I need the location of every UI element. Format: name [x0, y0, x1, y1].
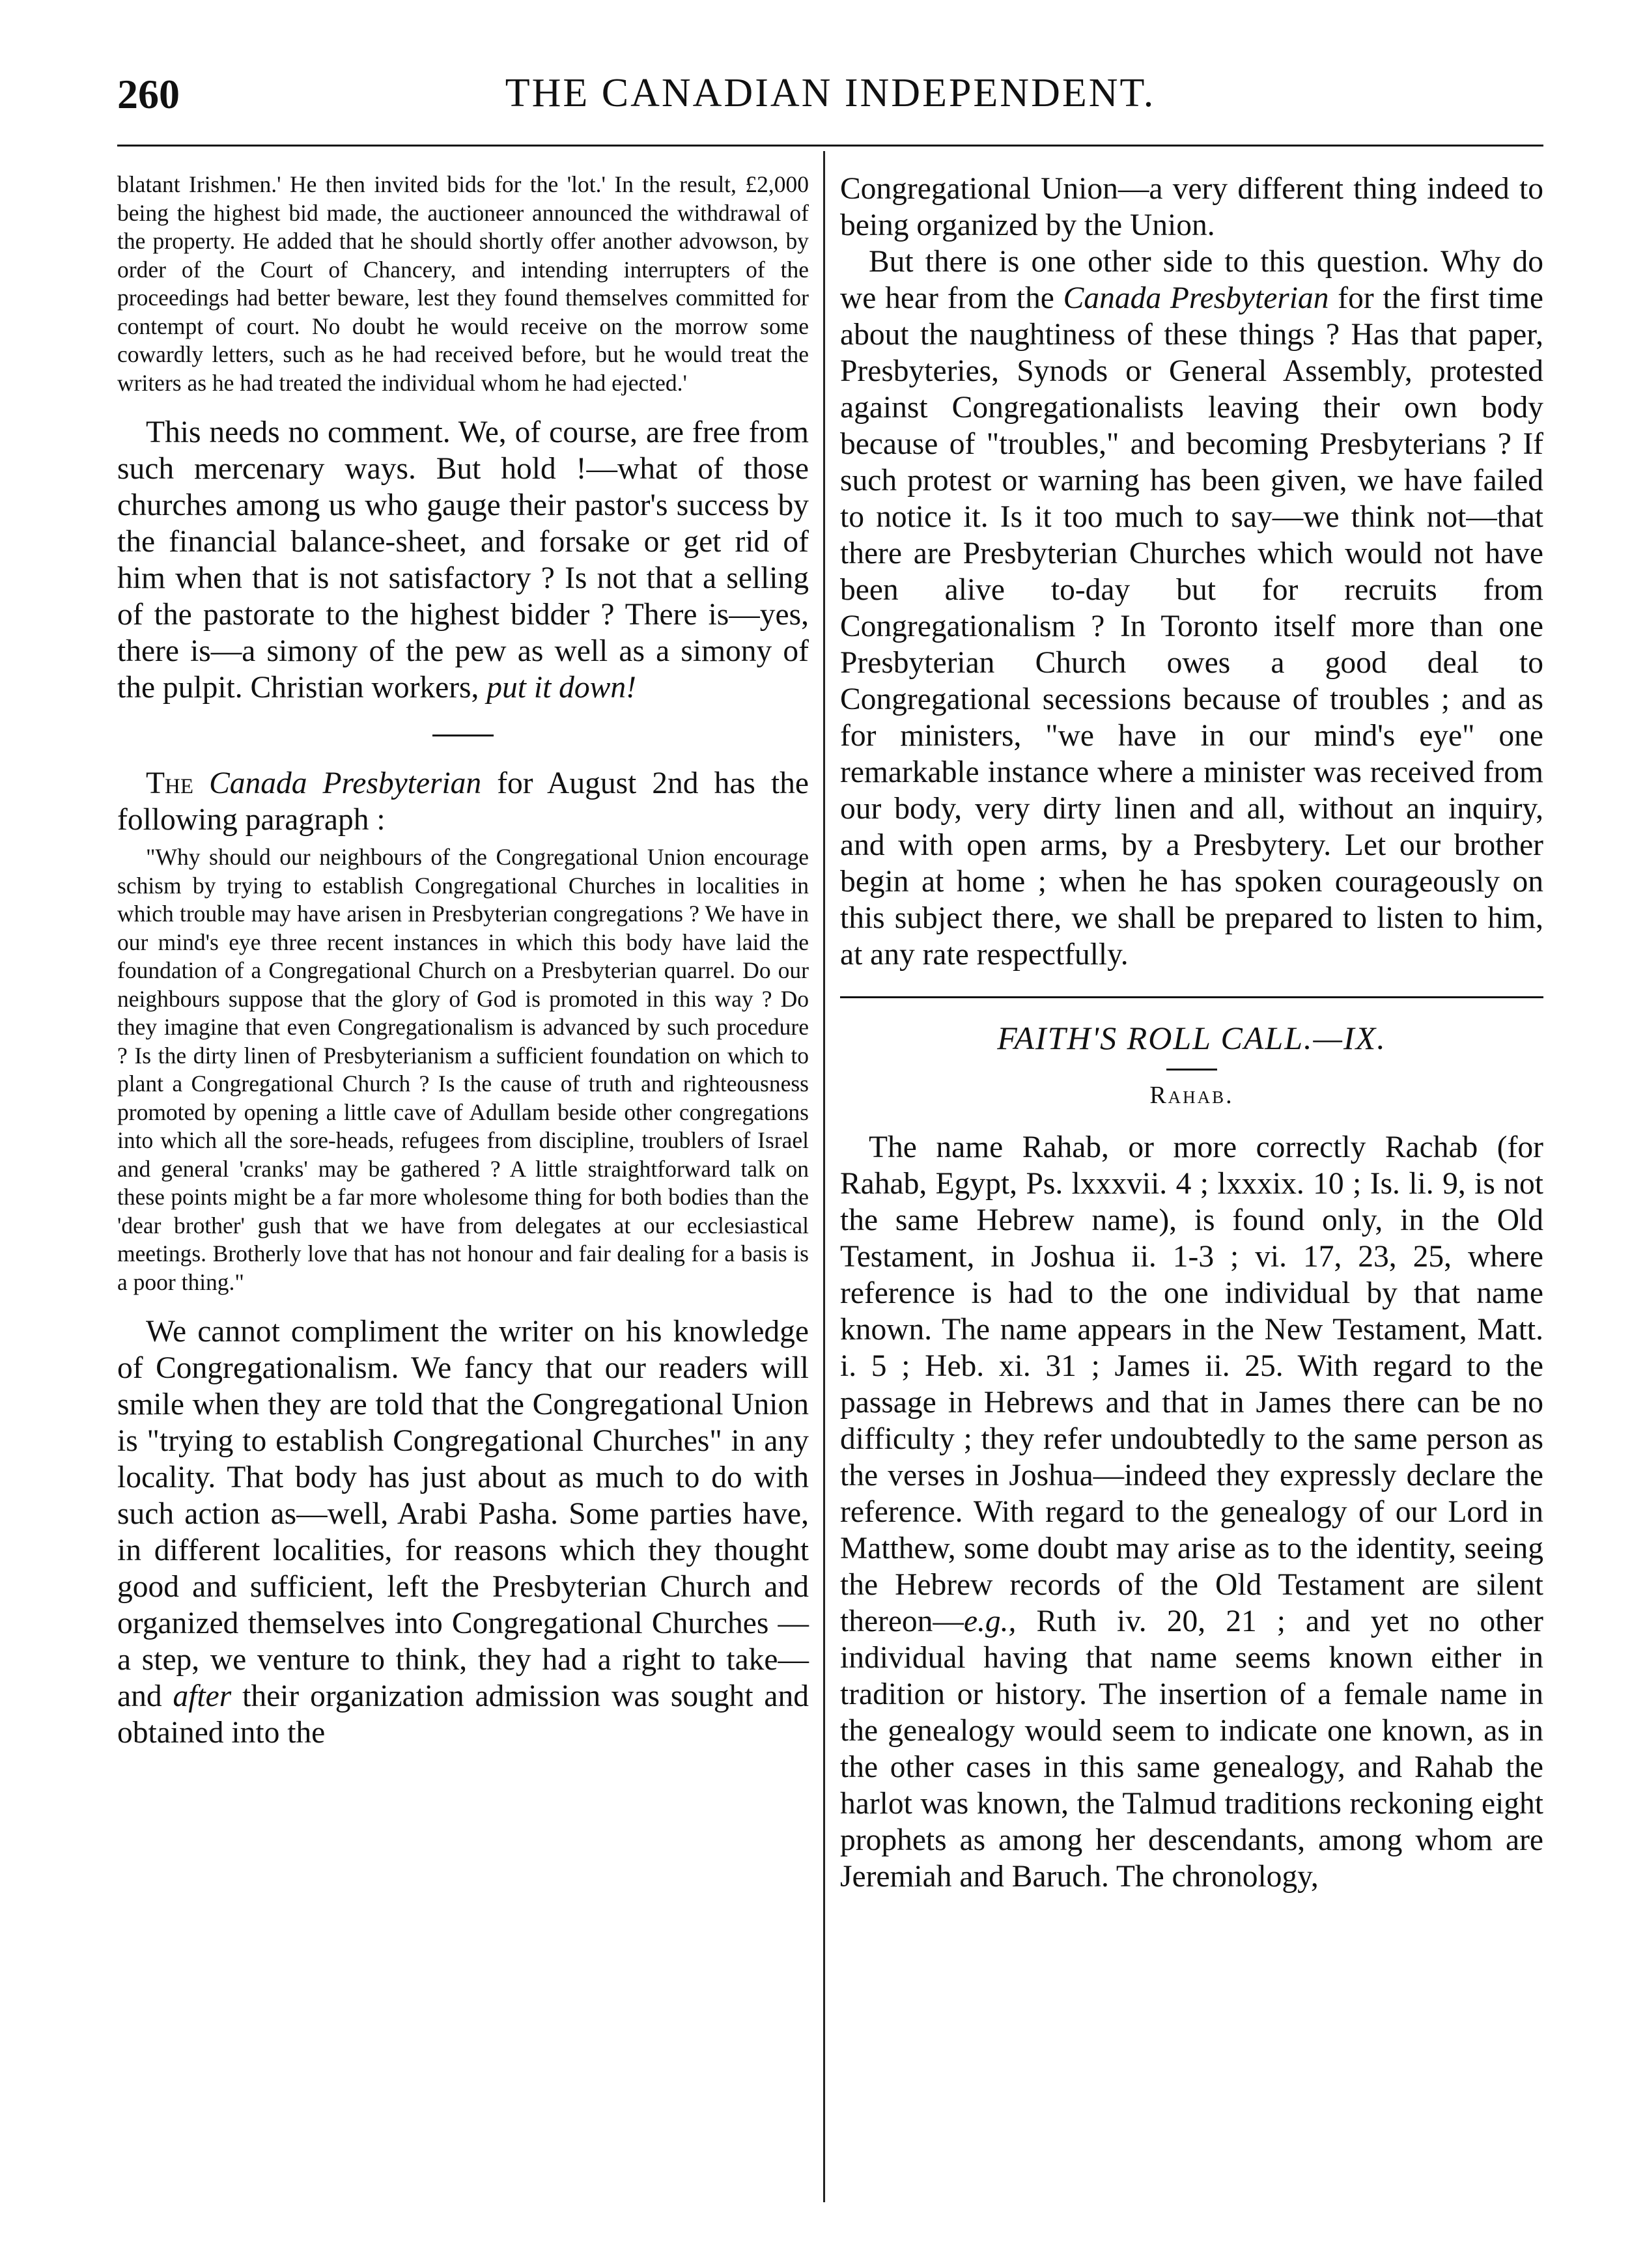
page-header — [117, 70, 1543, 129]
right-column — [840, 171, 1543, 1895]
compliment-paragraph — [117, 1313, 809, 1751]
intro-rest: for August 2nd has the following paragraph : — [117, 766, 809, 837]
other-side-b: for the first time about the naughtiness of these things ? Has that paper, Presbyteries, Synods or General Assembly, protested against Congregationalists leaving their own body because of "troubles," and becoming Presbyterians ? If such protest or warning has been given, we have failed to notice it. Is it too much to say—we think not—that there are Presbyterian Churches which would not have been alive to-day but for recruits from Congregationalism ? In Toronto itself more than one Presbyterian Church owes a good deal to Congregational secessions because of troubles ; and as for ministers, "we have in our mind's eye" one remarkable instance where a minister was received from our body, very dirty linen and all, without an inquiry, and with open arms, by a Presbytery. Let our brother begin at home ; when he has spoken courageously on this subject there, we shall be prepared to listen to him, at any rate respectfully. — [840, 281, 1544, 972]
compliment-text-a: We cannot compliment the writer on his knowledge of Congregationalism. We fancy that our readers will smile when they are told that the Congregational Union is "trying to establish Congregational Churches" in any locality. That body has just about as much to do with such action as—well, Arabi Pasha. Some parties have, in different localities, for reasons which they thought good and sufficient, left the Presbyterian Church and organized themselves into Congregational Churches —a step, we venture to think, they had a right to take—and — [117, 1315, 809, 1713]
rahab-text-b: Ruth iv. 20, 21 ; and yet no other individual having that name seems known either in tradition or history. The insertion of a female name in the genealogy would seem to indicate one known, as in the other cases in this same genealogy, and Rahab the harlot was known, the Talmud traditions reckoning eight prophets as among her descendants, among whom are Jeremiah and Baruch. The chronology, — [840, 1604, 1543, 1894]
union-continuation: Congregational Union—a very different thing indeed to being organized by the Union. — [840, 172, 1543, 242]
put-it-down-emphasis: put it down! — [486, 671, 636, 705]
mercenary-paragraph — [117, 414, 809, 706]
compliment-text-b: their organization admission was sought and obtained into the — [117, 1679, 809, 1750]
journal-name-emphasis-2: Canada Presbyterian — [1063, 281, 1329, 315]
section-divider — [432, 735, 494, 736]
after-emphasis: after — [173, 1679, 232, 1713]
auction-quote-continuation: blatant Irishmen.' He then invited bids for the 'lot.' In the result, £2,000 being the highest bid made, the auctioneer announced the withdrawal of the property. He added that he should shortly offer another advowson, by order of the Court of Chancery, and intending interrupters of the proceedings had better beware, lest they found themselves committed for contempt of court. No doubt he would receive on the morrow some cowardly letters, such as he had received before, but he would treat the writers as he had treated the individual whom he had ejected.' — [117, 171, 809, 396]
rahab-paragraph — [840, 1129, 1543, 1895]
the-smallcaps: The — [146, 766, 194, 800]
mercenary-text: This needs no comment. We, of course, are free from such mercenary ways. But hold !—what of those churches among us who gauge their pastor's success by the financial balance-sheet, and forsake or get rid of him when that is not satisfactory ? Is not that a selling of the pastorate to the highest bidder ? There is—yes, there is—a simony of the pew as well as a simony of the pulpit. Christian workers, — [117, 415, 809, 705]
eg-emphasis: e.g., — [963, 1604, 1017, 1638]
section-title: FAITH'S ROLL CALL.—IX. — [997, 1020, 1386, 1056]
other-side-paragraph — [840, 244, 1543, 973]
journal-title: THE CANADIAN INDEPENDENT. — [505, 71, 1156, 115]
header-rule — [117, 145, 1543, 147]
left-column — [117, 171, 809, 1751]
presbyterian-quote: "Why should our neighbours of the Congregational Union encourage schism by trying to establish Congregational Churches in localities in which trouble may have arisen in Presbyterian congregations ? We have in our mind's eye three recent instances in which this body have laid the foundation of a Congregational Church on a Presbyterian quarrel. Do our neighbours suppose that the glory of God is promoted in this way ? Do they imagine that even Congregationalism is advanced by such procedure ? Is the dirty linen of Presbyterianism a sufficient foundation on which to plant a Congregational Church ? Is the cause of truth and righteousness promoted by opening a little cave of Adullam beside other congregations into which all the sore-heads, refugees from discipline, troublers of Israel and general 'cranks' may be gathered ? A little straightforward talk on these points might be a far more wholesome thing for both bodies than the 'dear brother' gush that we have from delegates at our ecclesiastical meetings. Brotherly love that has not honour and fair dealing for a basis is a poor thing." — [117, 844, 809, 1295]
journal-name-emphasis: Canada Presbyterian — [209, 766, 482, 800]
subheading: Rahab. — [1149, 1082, 1234, 1109]
presbyterian-intro-paragraph — [117, 765, 809, 838]
section-rule — [840, 996, 1543, 998]
rahab-text-a: The name Rahab, or more correctly Rachab (for Rahab, Egypt, Ps. lxxxvii. 4 ; lxxxix. 10 ; Is. li. 9, is not the same Hebrew name), is found only, in the Old Testament, in Joshua ii. 1-3 ; vi. 17, 23, 25, where reference is had to the one individual by that name known. The name appears in the New Testament, Matt. i. 5 ; Heb. xi. 31 ; James ii. 25. With regard to the passage in Hebrews and that in James there can be no difficulty ; they refer undoubtedly to the same person as the verses in Joshua—indeed they expressly declare the reference. With regard to the genealogy of our Lord in Matthew, some doubt may arise as to the identity, seeing the Hebrew records of the Old Testament are silent thereon— — [840, 1130, 1543, 1638]
page-number: 260 — [117, 71, 180, 117]
title-divider — [1166, 1069, 1217, 1071]
column-divider — [823, 151, 825, 2202]
other-side-a: But there is one other side to this question. Why do we hear from the — [840, 245, 1543, 315]
